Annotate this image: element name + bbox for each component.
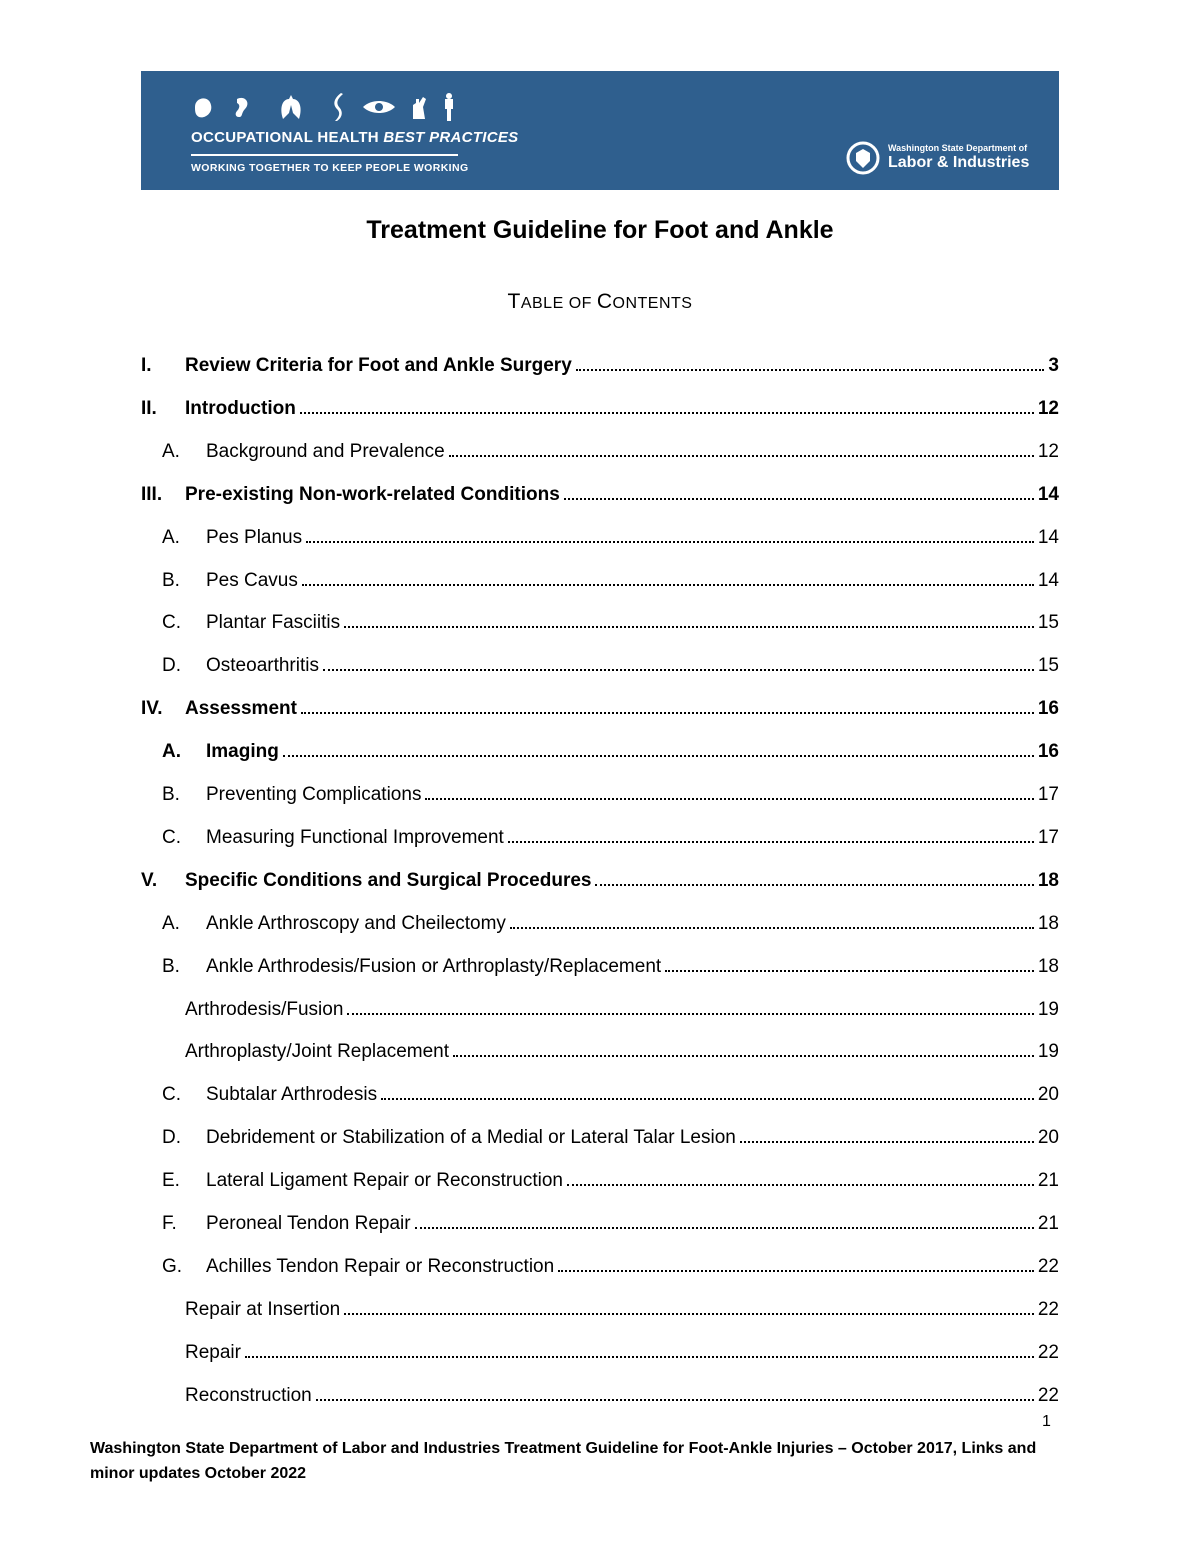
toc-entry-page: 15 [1037, 612, 1059, 633]
toc-entry-number: V. [141, 870, 158, 891]
toc-entry[interactable] [162, 909, 1059, 935]
toc-entry-label: Measuring Functional Improvement [206, 827, 504, 848]
toc-dot-leader [449, 437, 1034, 457]
toc-entry-page: 12 [1037, 441, 1059, 462]
toc-entry-label: Arthrodesis/Fusion [185, 999, 344, 1020]
toc-entry-number: B. [162, 570, 180, 591]
page-number: 1 [1042, 1413, 1051, 1430]
toc-entry-number: D. [162, 655, 181, 676]
toc-entry[interactable] [185, 995, 1059, 1021]
toc-entry-page: 22 [1037, 1342, 1059, 1363]
toc-dot-leader [283, 737, 1034, 757]
toc-entry-page: 14 [1037, 484, 1059, 505]
toc-entry-label: Reconstruction [185, 1385, 312, 1406]
toc-dot-leader [425, 780, 1033, 800]
toc-entry-label: Imaging [206, 741, 279, 762]
agency-name-big: Labor & Industries [888, 154, 1030, 171]
toc-entry-page: 16 [1037, 741, 1059, 762]
toc-entry-label: Repair at Insertion [185, 1299, 341, 1320]
toc-dot-leader [344, 1295, 1034, 1315]
toc-dot-leader [576, 351, 1045, 371]
toc-entry-number: IV. [141, 698, 163, 719]
toc-entry[interactable] [162, 566, 1059, 592]
toc-entry-page: 19 [1037, 999, 1059, 1020]
toc-dot-leader [510, 909, 1034, 929]
toc-dot-leader [306, 523, 1034, 543]
toc-entry-label: Peroneal Tendon Repair [206, 1213, 411, 1234]
toc-entry[interactable] [162, 1209, 1059, 1235]
toc-dot-leader [453, 1037, 1034, 1057]
toc-dot-leader [301, 694, 1034, 714]
toc-entry-number: II. [141, 398, 157, 419]
toc-entry-label: Specific Conditions and Surgical Procedures [185, 870, 592, 891]
toc-dot-leader [381, 1080, 1034, 1100]
toc-entry-label: Plantar Fasciitis [206, 612, 341, 633]
toc-entry[interactable] [162, 780, 1059, 806]
toc-entry-number: A. [162, 741, 181, 762]
toc-dot-leader [344, 608, 1034, 628]
toc-entry-page: 18 [1037, 956, 1059, 977]
toc-entry-label: Ankle Arthrodesis/Fusion or Arthroplasty/Replacement [206, 956, 662, 977]
toc-entry-page: 20 [1037, 1127, 1059, 1148]
toc-entry-number: A. [162, 527, 180, 548]
toc-entry-page: 15 [1037, 655, 1059, 676]
toc-dot-leader [567, 1166, 1034, 1186]
toc-dot-leader [347, 995, 1033, 1015]
toc-entry[interactable] [162, 737, 1059, 763]
toc-entry-number: C. [162, 827, 181, 848]
toc-entry-label: Debridement or Stabilization of a Medial or Lateral Talar Lesion [206, 1127, 736, 1148]
toc-entry-label: Review Criteria for Foot and Ankle Surgery [185, 355, 572, 376]
toc-dot-leader [665, 952, 1034, 972]
toc-entry-number: E. [162, 1170, 180, 1191]
toc-entry-label: Introduction [185, 398, 296, 419]
toc-dot-leader [508, 823, 1034, 843]
toc-entry-label: Arthroplasty/Joint Replacement [185, 1041, 450, 1062]
toc-entry-number: D. [162, 1127, 181, 1148]
toc-entry-number: C. [162, 1084, 181, 1105]
toc-entry-page: 21 [1037, 1213, 1059, 1234]
toc-dot-leader [316, 1381, 1034, 1401]
toc-entry-page: 22 [1037, 1256, 1059, 1277]
toc-entry-page: 22 [1037, 1385, 1059, 1406]
toc-dot-leader [740, 1123, 1034, 1143]
toc-entry-number: I. [141, 355, 152, 376]
toc-entry[interactable] [185, 1295, 1059, 1321]
toc-entry-number: III. [141, 484, 163, 505]
toc-entry-number: B. [162, 956, 180, 977]
toc-entry-label: Osteoarthritis [206, 655, 319, 676]
toc-entry-number: G. [162, 1256, 183, 1277]
slogan: WORKING TOGETHER TO KEEP PEOPLE WORKING [191, 162, 469, 174]
toc-dot-leader [558, 1252, 1034, 1272]
toc-entry-label: Ankle Arthroscopy and Cheilectomy [206, 913, 506, 934]
toc-entry-label: Repair [185, 1342, 241, 1363]
toc-entry-number: A. [162, 913, 180, 934]
toc-heading-rest-2: ONTENTS [612, 295, 693, 312]
toc-entry-page: 19 [1037, 1041, 1059, 1062]
toc-entry-page: 21 [1037, 1170, 1059, 1191]
toc-entry-number: C. [162, 612, 181, 633]
toc-heading-initial-1: T [507, 290, 521, 313]
toc-entry-label: Background and Prevalence [206, 441, 445, 462]
toc-entry[interactable] [185, 1037, 1059, 1063]
toc-entry[interactable] [162, 1252, 1059, 1278]
toc-heading-rest-1: ABLE OF [520, 295, 597, 312]
toc-dot-leader [245, 1338, 1034, 1358]
toc-entry-page: 16 [1037, 698, 1059, 719]
document-title: Treatment Guideline for Foot and Ankle [366, 216, 834, 244]
toc-entry-page: 20 [1037, 1084, 1059, 1105]
toc-entry-number: B. [162, 784, 180, 805]
toc-entry[interactable] [162, 651, 1059, 677]
toc-entry[interactable] [162, 523, 1059, 549]
toc-entry-page: 17 [1037, 784, 1059, 805]
toc-entry-label: Lateral Ligament Repair or Reconstruction [206, 1170, 563, 1191]
toc-entry[interactable] [141, 351, 1059, 377]
toc-dot-leader [415, 1209, 1034, 1229]
toc-entry-label: Achilles Tendon Repair or Reconstruction [206, 1256, 555, 1277]
toc-entry-label: Pes Cavus [206, 570, 298, 591]
toc-entry[interactable] [162, 1166, 1059, 1192]
toc-entry-page: 22 [1037, 1299, 1059, 1320]
toc-entry[interactable] [141, 394, 1059, 420]
toc-entry-label: Assessment [185, 698, 297, 719]
toc-dot-leader [564, 480, 1034, 500]
toc-entry-page: 18 [1037, 870, 1059, 891]
toc-entry-page: 18 [1037, 913, 1059, 934]
toc-entry[interactable] [162, 437, 1059, 463]
toc-entry-label: Pre-existing Non-work-related Conditions [185, 484, 560, 505]
toc-entry-number: F. [162, 1213, 177, 1234]
org-text: OCCUPATIONAL HEALTH [191, 129, 379, 146]
toc-entry[interactable] [141, 480, 1059, 506]
footer: Washington State Department of Labor and Industries Treatment Guideline for Foot-Ankle Injuries – October 2017, Links and minor updates October 2022 [90, 1440, 1037, 1482]
toc-dot-leader [300, 394, 1034, 414]
toc-entry[interactable] [141, 694, 1059, 720]
toc-entry-page: 14 [1037, 570, 1059, 591]
toc-entry-label: Subtalar Arthrodesis [206, 1084, 378, 1105]
toc-entry[interactable] [162, 1123, 1059, 1149]
org-accent: BEST PRACTICES [383, 129, 519, 146]
toc-entry[interactable] [162, 823, 1059, 849]
toc-dot-leader [323, 651, 1034, 671]
agency-name-small: Washington State Department of [888, 143, 1028, 153]
toc-heading-initial-2: C [596, 290, 613, 313]
toc-entry-number: A. [162, 441, 180, 462]
toc-entry[interactable] [162, 952, 1059, 978]
toc-entry[interactable] [141, 866, 1059, 892]
toc-dot-leader [302, 566, 1034, 586]
toc-entry-page: 17 [1037, 827, 1059, 848]
toc-entry-label: Preventing Complications [206, 784, 422, 805]
toc-entry[interactable] [185, 1338, 1059, 1364]
toc-entry[interactable] [162, 1080, 1059, 1106]
toc-dot-leader [595, 866, 1033, 886]
toc-entry-page: 3 [1048, 355, 1059, 376]
toc-entry-page: 12 [1037, 398, 1059, 419]
toc-entry-page: 14 [1037, 527, 1059, 548]
toc-entry-label: Pes Planus [206, 527, 303, 548]
toc-entry[interactable] [185, 1381, 1059, 1407]
toc-entry[interactable] [162, 608, 1059, 634]
